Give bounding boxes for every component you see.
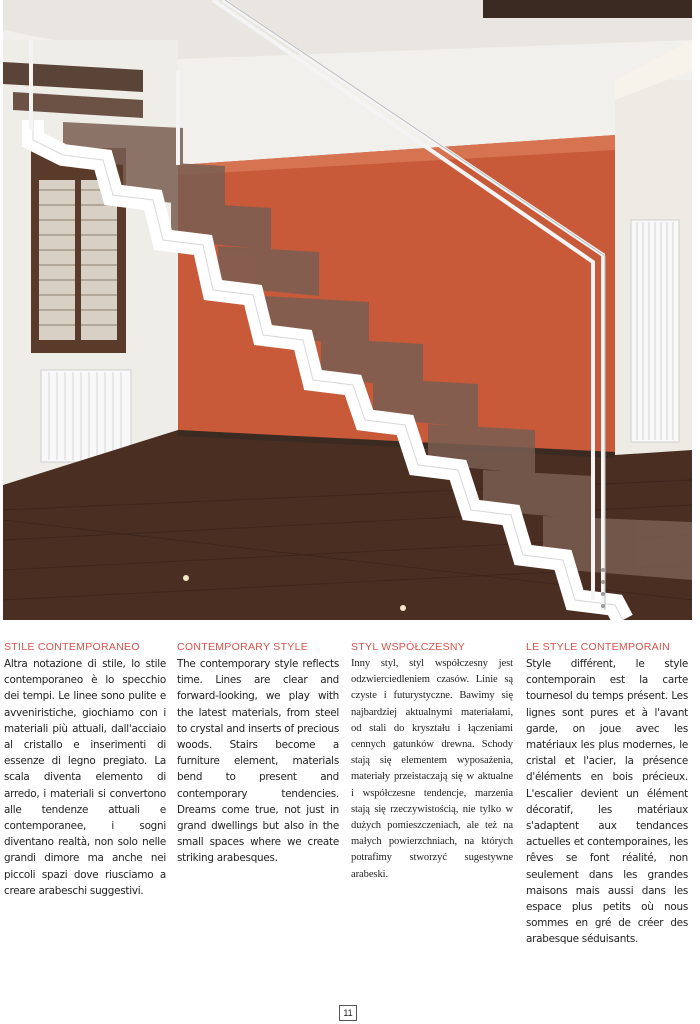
column-heading: STILE CONTEMPORANEO [4, 641, 140, 653]
column-french [526, 640, 688, 948]
column-body: Altra notazione di stile, lo stile contemporaneo è lo specchio dei tempi. Le linee sono pulite e avveniristiche, giochiamo con i materiali più attuali, dall'acciaio al cristallo e inserimenti di essenze di legno pregiato. La scala diventa elemento di arredo, i materiali si convertono alle tendenze attuali e contemporanee, i sogni diventano realtà, non solo nelle grandi dimore ma anche nei piccoli spazi dove riusciamo a creare arabeschi suggestivi. [4, 658, 166, 897]
column-heading: STYL WSPÓŁCZESNY [351, 641, 466, 653]
staircase-photo [3, 0, 692, 620]
column-body: The contemporary style reflects time. Lines are clear and forward-looking, we play with the latest materials, from steel to crystal and inserts of precious woods. Stairs become a furniture element, materials bend to present and contemporary tendencies. Dreams come true, not just in grand dwellings but also in the small spaces where we create striking arabesques. [177, 658, 339, 865]
column-body: Style différent, le style contemporain est la carte tournesol du temps présent. Les lignes sont pures et à l'avant garde, on joue avec les matériaux les plus modernes, le cristal et l'acier, la présence d'éléments en bois précieux. L'escalier devient un élément décoratif, les matériaux s'adaptent aux tendances actuelles et contemporaines, les rêves se font réalité, non seulement dans les grandes maisons mais aussi dans les espace plus petits où nous sommes en gré de créer des arabesque séduisants. [526, 658, 688, 946]
column-body: Inny styl, styl współczesny jest odzwierciedleniem czasów. Linie są czyste i futurystyczne. Bawimy się najbardziej aktualnymi materiałami, od stali do kryształu i łączeniami cennych gatunków drewna. Schody stają się elementem wyposażenia, materiały przeistaczają się w aktualne i współczesne tendencje, marzenia stają się rzeczywistością, nie tylko w dużych pomieszczeniach, ale też na małych powierzchniach, na których potrafimy stworzyć sugestywne arabeski. [351, 658, 513, 880]
column-heading: LE STYLE CONTEMPORAIN [526, 641, 670, 653]
column-polish [351, 640, 513, 883]
column-italian [4, 640, 166, 899]
column-english [177, 640, 339, 867]
page-number: 11 [339, 1005, 357, 1021]
column-heading: CONTEMPORARY STYLE [177, 641, 309, 653]
